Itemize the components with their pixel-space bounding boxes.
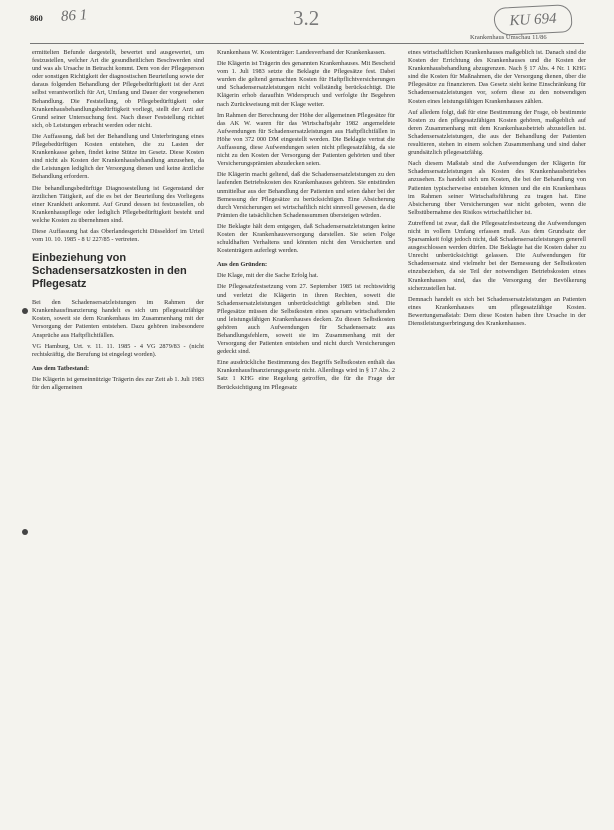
margin-bullet-icon (22, 308, 28, 314)
archive-stamp-text: KU 694 (509, 10, 557, 29)
handwritten-note-left: 86 1 (60, 7, 88, 25)
paragraph: Auf alledem folgt, daß für eine Bestimmung der Frage, ob bestimmte Kosten zu den pflegesatzfähigen Kosten gehören, maßgeblich auf deren Zusammenhang mit dem Krankenhausbetrieb abzustellen ist. Schadensersatzleistungen, die aus der Behandlung der Patienten resultieren, stehen in einem solchen Zusammenhang und sind daher grundsätzlich pflegesatzfähig. (408, 108, 586, 157)
paragraph: Die Klage, mit der die Sache Erfolg hat. (217, 272, 319, 280)
header-rule (30, 43, 584, 44)
paragraph: Die Klägerin ist Trägerin des genannten Krankenhauses. Mit Bescheid vom 1. Juli 1983 setzte die Beklagte die Pflegesätze fest. Dabei wurden die geltend gemachten Kosten für Haftpflichtversicherungen und Schadensersatzleistungen nicht vollständig berücksichtigt. Die Klägerin erhob daraufhin Widerspruch und verfolgte ihr Begehren nach Zurückweisung mit der Klage weiter. (217, 60, 395, 108)
paragraph: eines wirtschaftlichen Krankenhauses maßgeblich ist. Danach sind die Kosten der Errichtung des Krankenhauses und die Kosten der Krankenhausbehandlung abzugrenzen. Nach § 17 Abs. 4 Nr. 1 KHG sind die Kosten für Maßnahmen, die der Versorgung dienen, über die Pflegesätze zu finanzieren. Das Gesetz sieht keine Einschränkung für Schadensersatzleistungen vor, sofern diese zu den notwendigen Kosten eines leistungsfähigen Krankenhauses zählen. (408, 49, 586, 105)
handwritten-note-center: 3.2 (293, 6, 320, 30)
subheading: Aus den Gründen: (217, 261, 268, 269)
paragraph: Die Klägerin ist gemeinnützige Trägerin des zur Zeit ab 1. Juli 1983 für den allgemeinen (32, 375, 204, 391)
paragraph: Eine ausdrückliche Bestimmung des Begriffs Selbstkosten enthält das Krankenhausfinanzierungsgesetz nicht. Allerdings wird in § 17 Abs. 2 Satz 1 KHG eine Regelung getroffen, die für die Frage der Berücksichtigung im Pflegesatz (217, 359, 395, 391)
journal-title: Krankenhaus Umschau 11/86 (470, 34, 547, 41)
paragraph: Die Klägerin macht geltend, daß die Schadensersatzleistungen zu den laufenden Betriebskosten des Krankenhauses gehören. Sie entstünden unmittelbar aus der Behandlung der Patienten und seien daher bei der Bemessung der Pflegesätze zu berücksichtigen. Eine Absicherung durch Versicherungen sei wirtschaftlich nicht sinnvoll gewesen, da die Prämien die tatsächlichen Schadenssummen übersteigen würden. (217, 171, 395, 219)
paragraph: Diese Auffassung hat das Oberlandesgericht Düsseldorf im Urteil vom 10. 10. 1985 - 8 U 227/85 - vertreten. (32, 227, 204, 244)
paragraph: Bei den Schadensersatzleistungen im Rahmen der Krankenhausfinanzierung handelt es sich um pflegesatzfähige Kosten, soweit sie dem Krankenhaus im Zusammenhang mit der Versorgung der Patienten entstehen. Dazu gehören insbesondere Ansprüche aus Haftpflichtfällen. (32, 299, 204, 339)
paragraph: Demnach handelt es sich bei Schadensersatzleistungen an Patienten eines Krankenhauses um pflegesatzfähige Kosten. Bewertungsmaßstab: Dem diese Kosten haben ihre Ursache in der Dienstleistungserbringung des Krankenhauses. (408, 295, 586, 327)
paragraph: Zutreffend ist zwar, daß die Pflegesatzfestsetzung die Aufwendungen nicht in vollem Umfang erfassen muß. Aus dem Grundsatz der Sparsamkeit folgt jedoch nicht, daß Schadensersatzleistungen generell ausgeschlossen werden dürfen. Die Beklagte hat die Kosten daher zu Unrecht unberücksichtigt gelassen. Die Aufwendungen für Schadensersatz sind vielmehr bei der Bemessung der Selbstkosten einzubeziehen, da sie Teil der notwendigen Betriebskosten eines Krankenhauses sind, das die Versorgung der Bevölkerung sicherzustellen hat. (408, 219, 586, 292)
paragraph: Die Beklagte hält dem entgegen, daß Schadensersatzleistungen keine Kosten der Krankenhausversorgung darstellen. Sie seien Folge schuldhaften Verhaltens und könnten nicht den Versicherten und Kostenträgern auferlegt werden. (217, 222, 395, 255)
paragraph: Im Rahmen der Berechnung der Höhe der allgemeinen Pflegesätze für das AK W. waren für das Wirtschaftsjahr 1982 angemeldete Aufwendungen für Schadensersatzleistungen aus Haftpflichtfällen in Höhe von 372 000 DM eingestellt worden. Die Beklagte vertrat die Auffassung, diese Aufwendungen seien nicht pflegesatzfähig, da sie nicht zu den Kosten der Versorgung der Patienten gehörten und über Versicherungsprämien abzudecken seien. (217, 111, 395, 168)
page-number: 860 (30, 13, 43, 23)
citation: VG Hamburg, Urt. v. 11. 11. 1985 - 4 VG 2879/83 - (nicht rechtskräftig, die Berufung ist eingelegt worden). (32, 342, 204, 358)
paragraph: ermittelten Befunde dargestellt, bewertet und ausgewertet, um festzustellen, welcher Art die gesundheitlichen Beschwerden sind und was als Ursache in Betracht kommt. Dem von der Pflegeperson oder sonstigen Richtigkeit der diagnostischen Beurteilung sowie der daraus folgenden Behandlung der Pflegebedürftigkeit ist der Arzt selbst verantwortlich für Art, Umfang und Dauer der vorgesehenen Behandlung. Die Feststellung, ob Pflegebedürftigkeit oder Krankenhausbehandlungsbedürftigkeit vorliegt, stellt der Arzt auf Grund seiner Untersuchung fest. Nach dieser Feststellung richtet sich, ob Leistungen erbracht werden oder nicht. (32, 49, 204, 129)
column-1 (32, 49, 204, 819)
archive-stamp (493, 4, 572, 36)
section-heading: Einbeziehung von Schadensersatzkosten in den Pflegesatz (32, 252, 187, 291)
margin-bullet-icon (22, 529, 28, 535)
paragraph: Krankenhaus W. Kostenträger: Landesverband der Krankenkassen. (217, 49, 386, 56)
column-3 (408, 49, 586, 819)
subheading: Aus dem Tatbestand: (32, 364, 90, 372)
paragraph: Die behandlungsbedürftige Diagnosestellung ist Gegenstand der ärztlichen Tätigkeit, auf die es bei der Beurteilung des Vorliegens einer Krankheit ankommt. Auf Grund dessen ist festzustellen, ob Krankenhauspflege oder lediglich Pflegebedürftigkeit besteht und welche Kosten zu übernehmen sind. (32, 184, 204, 224)
column-2 (217, 49, 395, 819)
paragraph: Die Auffassung, daß bei der Behandlung und Unterbringung eines Pflegebedürftigen Kosten entstehen, die zu Lasten der Krankenkasse gehen, findet keine Stütze im Gesetz. Diese Kosten sind nicht als Kosten der Krankenhausbehandlung anzusehen, da die Leistungen lediglich der Versorgung dienen und keine ärztliche Behandlung erfordern. (32, 132, 204, 181)
paragraph: Die Pflegesatzfestsetzung vom 27. September 1985 ist rechtswidrig und verletzt die Klägerin in ihren Rechten, soweit die Schadensersatzleistungen unberücksichtigt geblieben sind. Die Pflegesätze müssen die Selbstkosten eines sparsam wirtschaftenden und leistungsfähigen Krankenhauses decken. Zu diesen Selbstkosten gehören auch Aufwendungen für Schadensersatz aus Behandlungsfehlern, soweit sie im Zusammenhang mit der Versorgung der Patienten entstehen und nicht durch Versicherungen gedeckt sind. (217, 283, 395, 356)
paragraph: Nach diesem Maßstab sind die Aufwendungen der Klägerin für Schadensersatzleistungen als Kosten des Krankenhausbetriebes anzusehen. Es handelt sich um Kosten, die bei der Behandlung von Patienten typischerweise entstehen können und die ein Krankenhaus im Rahmen seiner Wirtschaftsführung zu tragen hat. Eine Absicherung über Versicherungen war nicht geboten, wenn die Selbstübernahme des Risikos wirtschaftlicher ist. (408, 160, 586, 216)
